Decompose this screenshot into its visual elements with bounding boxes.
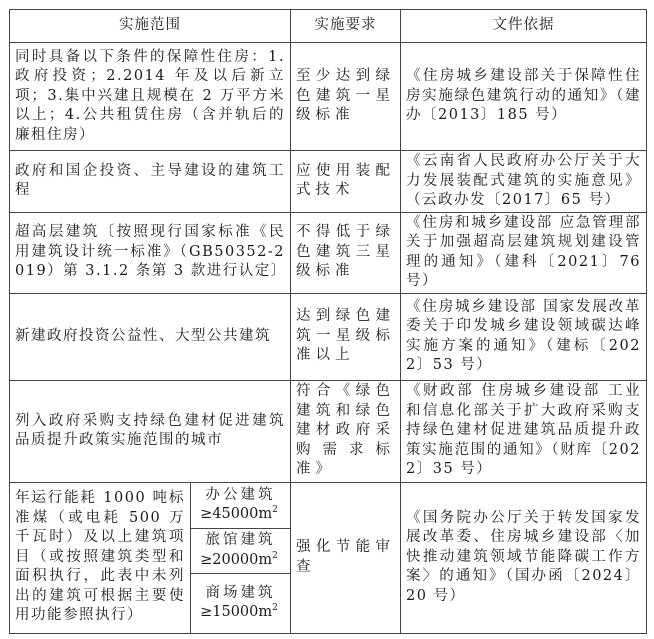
header-basis: 文件依据 [401, 10, 647, 43]
table-row [10, 151, 647, 213]
requirement-cell: 不得低于绿色建筑三星级标准 [291, 212, 401, 293]
sub-scope-type: 办公建筑 [205, 486, 276, 503]
table-row [10, 212, 647, 293]
requirement-cell: 符合《绿色建筑和绿色建材政府采购需求标准》 [291, 380, 401, 482]
table-row [10, 380, 647, 482]
table-row [10, 43, 647, 151]
sub-scope-area: ≥15000m [200, 604, 273, 620]
sub-scope-office [191, 482, 291, 528]
scope-cell: 同时具备以下条件的保障性住房：1.政府投资；2.2014 年及以后新立项；3.集中兴建且规模在 2 万平方米以上；4.公共租赁住房（含并轨后的廉租住房） [10, 43, 291, 151]
header-requirement: 实施要求 [291, 10, 401, 43]
requirement-cell: 至少达到绿色建筑一星级标准 [291, 43, 401, 151]
basis-cell: 《住房城乡建设部 国家发展改革委关于印发城乡建设领域碳达峰实施方案的通知》（建标〔2022〕53 号） [401, 293, 647, 380]
basis-cell: 《住房和城乡建设部 应急管理部关于加强超高层建筑规划建设管理的通知》（建科〔2021〕76 号） [401, 212, 647, 293]
basis-cell: 《国务院办公厅关于转发国家发展改革委、住房城乡建设部〈加快推动建筑领域节能降碳工作方案〉的通知》（国办函〔2024〕20 号） [401, 482, 647, 633]
scope-cell: 年运行能耗 1000 吨标准煤（或电耗 500 万千瓦时）及以上建筑项目（或按照建筑类型和面积执行，此表中未列出的建筑可根据主要使用功能参照执行） [10, 482, 191, 633]
requirement-cell: 应使用装配式技术 [291, 151, 401, 213]
basis-cell: 《住房城乡建设部关于保障性住房实施绿色建筑行动的通知》（建办〔2013〕185 号） [401, 43, 647, 151]
sub-scope-hotel [191, 528, 291, 573]
requirement-cell: 达到绿色建筑一星级标准以上 [291, 293, 401, 380]
table-row [10, 293, 647, 380]
sub-scope-area: ≥45000m [200, 506, 273, 522]
unit-superscript: 2 [272, 603, 281, 614]
unit-superscript: 2 [272, 550, 281, 561]
scope-cell: 列入政府采购支持绿色建材促进建筑品质提升政策实施范围的城市 [10, 380, 291, 482]
scope-cell: 超高层建筑〔按照现行国家标准《民用建筑设计统一标准》（GB50352-2019）第 3.1.2 条第 3 款进行认定〕 [10, 212, 291, 293]
sub-scope-mall [191, 573, 291, 633]
header-scope: 实施范围 [10, 10, 291, 43]
unit-superscript: 2 [272, 505, 281, 516]
table-header-row [10, 10, 647, 43]
scope-cell: 新建政府投资公益性、大型公共建筑 [10, 293, 291, 380]
sub-scope-type: 商场建筑 [205, 584, 276, 601]
sub-scope-type: 旅馆建筑 [205, 532, 276, 548]
basis-cell: 《云南省人民政府办公厅关于大力发展装配式建筑的实施意见》（云政办发〔2017〕65 号） [401, 151, 647, 213]
table-row [10, 482, 647, 528]
requirement-cell: 强化节能审查 [291, 482, 401, 633]
policy-table [9, 9, 647, 634]
scope-cell: 政府和国企投资、主导建设的建筑工程 [10, 151, 291, 213]
basis-cell: 《财政部 住房城乡建设部 工业和信息化部关于扩大政府采购支持绿色建材促进建筑品质提升政策实施范围的通知》（财库〔2022〕35 号） [401, 380, 647, 482]
sub-scope-area: ≥20000m [200, 551, 273, 568]
